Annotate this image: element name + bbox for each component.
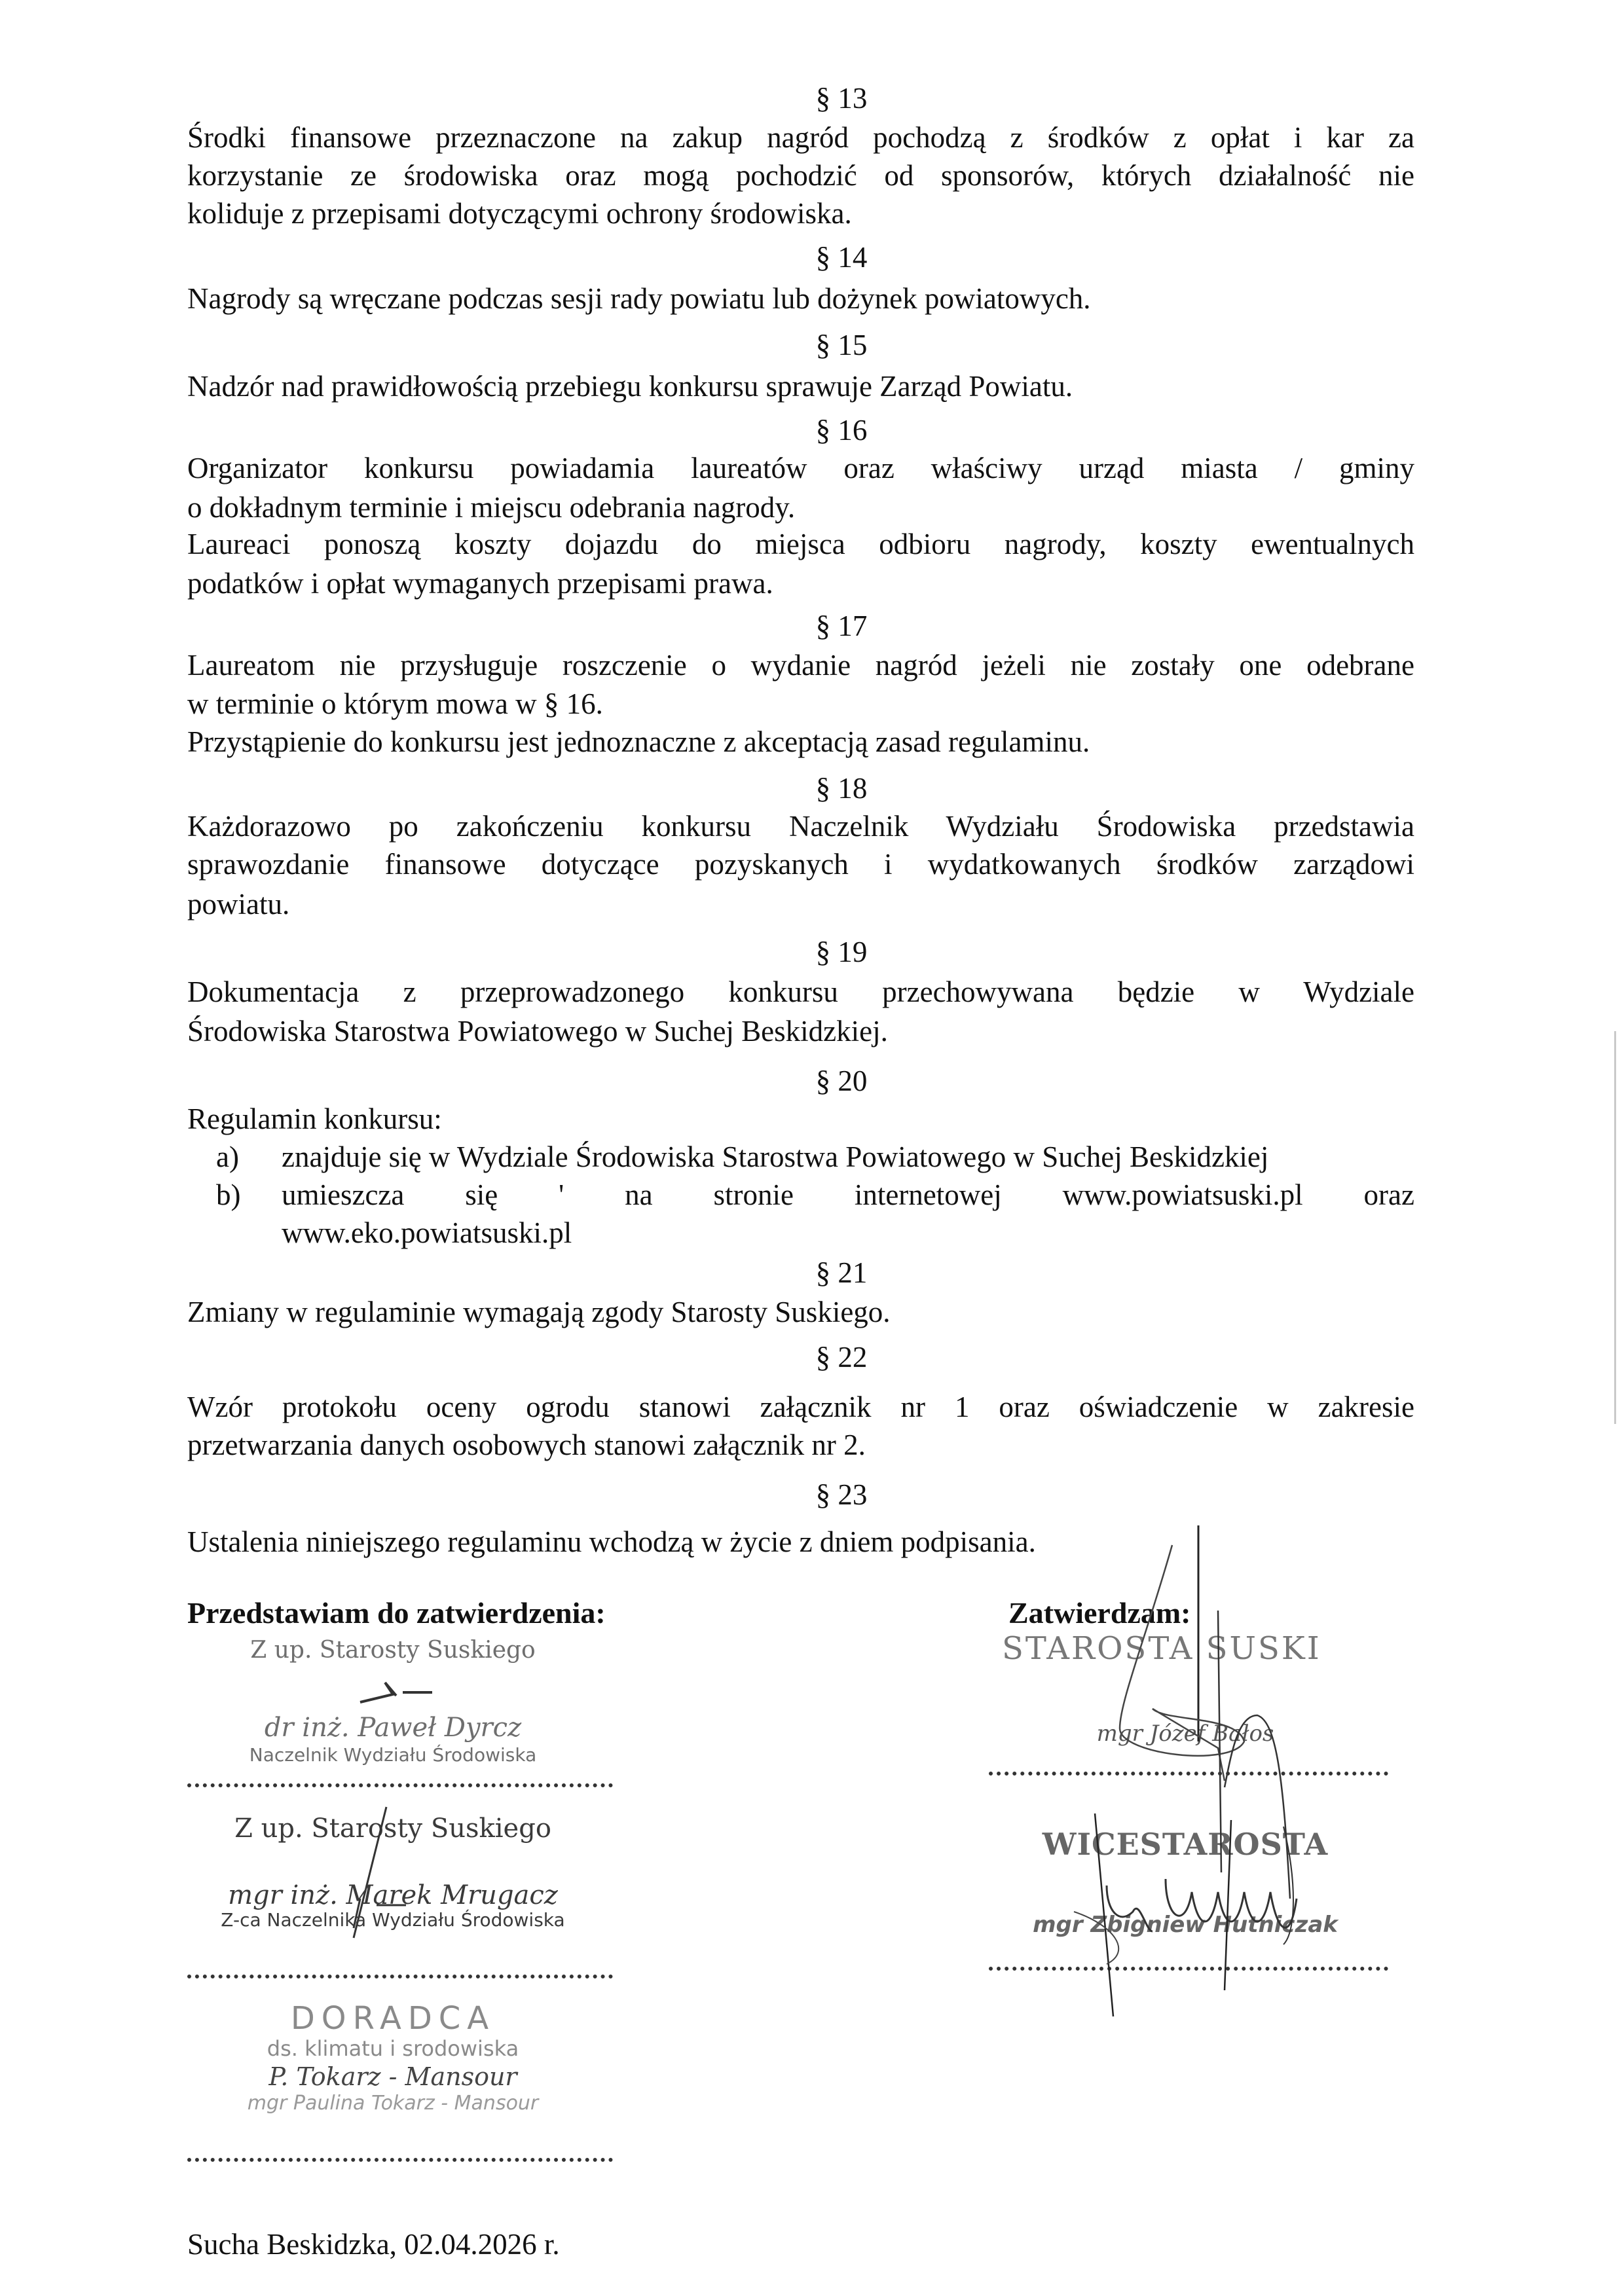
- stamp-role: Z-ca Naczelnika Wydziału Środowiska: [221, 1909, 565, 1931]
- list-marker-a: a): [216, 1140, 239, 1173]
- stamp-title: DORADCA: [290, 2000, 496, 2037]
- signature-line: [989, 1963, 1388, 1971]
- section-14-heading: § 14: [815, 241, 868, 274]
- stamp-authority: Z up. Starosty Suskiego: [250, 1637, 536, 1664]
- signature-line: [187, 2154, 613, 2162]
- section-16-line: Organizator konkursu powiadamia laureatów oraz właściwy urząd miasta / gminy: [187, 452, 1414, 484]
- section-16-line: o dokładnym terminie i miejscu odebrania nagrody.: [187, 491, 796, 524]
- list-item-a: znajduje się w Wydziale Środowiska Starostwa Powiatowego w Suchej Beskidzkiej: [282, 1140, 1269, 1173]
- signature-dyrcz-icon: [354, 1676, 445, 1709]
- list-item-b-cont: www.eko.powiatsuski.pl: [282, 1216, 572, 1249]
- section-16-line: Laureaci ponoszą koszty dojazdu do miejsca odbioru nagrody, koszty ewentualnych: [187, 528, 1414, 560]
- stamp-name: mgr inż. Marek Mrugacz: [228, 1880, 558, 1910]
- section-22-line: Wzór protokołu oceny ogrodu stanowi załącznik nr 1 oraz oświadczenie w zakresie: [187, 1391, 1414, 1423]
- section-23-heading: § 23: [815, 1478, 868, 1511]
- section-22-line: przetwarzania danych osobowych stanowi załącznik nr 2.: [187, 1429, 866, 1461]
- signature-line: [187, 1971, 613, 1978]
- section-17-line: Laureatom nie przysługuje roszczenie o wydanie nagród jeżeli nie zostały one odebrane: [187, 649, 1414, 682]
- section-13-heading: § 13: [815, 82, 868, 115]
- stamp-role: ds. klimatu i srodowiska: [267, 2036, 519, 2061]
- list-item-b: umieszcza się ' na stronie internetowej www.powiatsuski.pl oraz: [282, 1178, 1414, 1211]
- section-13-line: koliduje z przepisami dotyczącymi ochrony środowiska.: [187, 197, 852, 230]
- stamp-title: WICESTAROSTA: [1042, 1827, 1329, 1862]
- stamp-authority: Z up. Starosty Suskiego: [234, 1813, 551, 1844]
- handwritten-signature: P. Tokarz - Mansour: [268, 2062, 517, 2091]
- stamp-title: STAROSTA SUSKI: [1002, 1630, 1321, 1667]
- section-21-line: Zmiany w regulaminie wymagają zgody Starosty Suskiego.: [187, 1296, 891, 1328]
- section-18-line: sprawozdanie finansowe dotyczące pozyskanych i wydatkowanych środków zarządowi: [187, 848, 1414, 881]
- section-13-line: Środki finansowe przeznaczone na zakup nagród pochodzą z środków z opłat i kar za: [187, 121, 1414, 154]
- section-20-heading: § 20: [815, 1065, 868, 1097]
- section-18-line: Każdorazowo po zakończeniu konkursu Naczelnik Wydziału Środowiska przedstawia: [187, 810, 1414, 843]
- stamp-name: dr inż. Paweł Dyrcz: [264, 1713, 522, 1743]
- section-17-line: w terminie o którym mowa w § 16.: [187, 687, 603, 720]
- section-22-heading: § 22: [815, 1341, 868, 1374]
- section-21-heading: § 21: [815, 1256, 868, 1289]
- section-19-heading: § 19: [815, 936, 868, 968]
- section-14-line: Nagrody są wręczane podczas sesji rady powiatu lub dożynek powiatowych.: [187, 282, 1091, 315]
- section-17-line: Przystąpienie do konkursu jest jednoznaczne z akceptacją zasad regulaminu.: [187, 725, 1090, 758]
- section-16-heading: § 16: [815, 414, 868, 446]
- section-20-intro: Regulamin konkursu:: [187, 1102, 442, 1135]
- section-15-heading: § 15: [815, 329, 868, 361]
- stamp-name: mgr Józef Bałos: [1096, 1721, 1274, 1747]
- section-23-line: Ustalenia niniejszego regulaminu wchodzą w życie z dniem podpisania.: [187, 1525, 1036, 1558]
- scan-edge-line: [1614, 1031, 1616, 1424]
- section-17-heading: § 17: [815, 610, 868, 642]
- stamp-role: Naczelnik Wydziału Środowiska: [249, 1744, 537, 1766]
- place-date: Sucha Beskidzka, 02.04.2026 r.: [187, 2228, 560, 2261]
- section-15-line: Nadzór nad prawidłowością przebiegu konkursu sprawuje Zarząd Powiatu.: [187, 370, 1073, 403]
- stamp-name: mgr Zbigniew Hutniczak: [1033, 1912, 1338, 1938]
- section-19-line: Środowiska Starostwa Powiatowego w Suchej Beskidzkiej.: [187, 1015, 888, 1048]
- section-13-line: korzystanie ze środowiska oraz mogą pochodzić od sponsorów, których działalność nie: [187, 159, 1414, 192]
- list-marker-b: b): [216, 1178, 241, 1211]
- signature-line: [989, 1768, 1388, 1776]
- section-19-line: Dokumentacja z przeprowadzonego konkursu przechowywana będzie w Wydziale: [187, 975, 1414, 1008]
- stamp-name: mgr Paulina Tokarz - Mansour: [247, 2092, 539, 2115]
- submit-heading: Przedstawiam do zatwierdzenia:: [187, 1596, 606, 1630]
- section-18-heading: § 18: [815, 772, 868, 805]
- section-18-line: powiatu.: [187, 888, 290, 920]
- section-16-line: podatków i opłat wymaganych przepisami prawa.: [187, 567, 773, 600]
- signature-line: [187, 1779, 613, 1787]
- approve-heading: Zatwierdzam:: [1008, 1596, 1191, 1630]
